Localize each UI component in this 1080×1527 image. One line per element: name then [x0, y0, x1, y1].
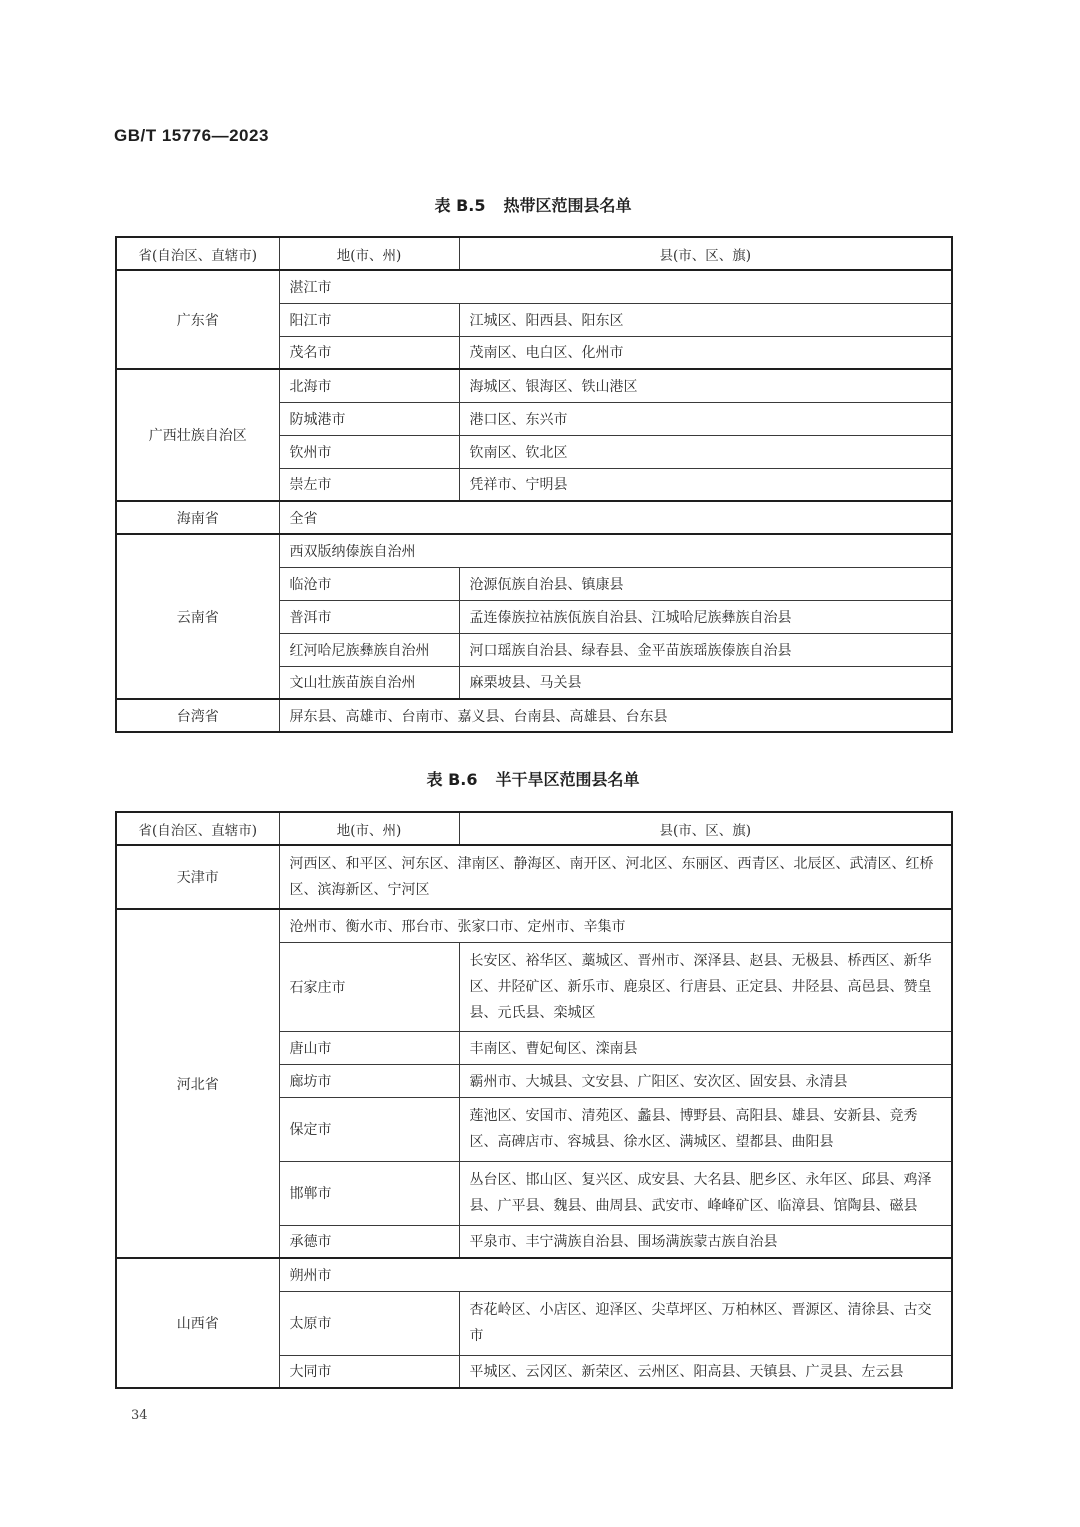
table-b6: [115, 811, 953, 1389]
city-cell: 唐山市: [279, 1031, 459, 1064]
city-cell: 防城港市: [279, 402, 459, 435]
column-header: 省(自治区、直辖市): [116, 812, 279, 845]
table-header-row: [116, 237, 952, 270]
table-row: [116, 699, 952, 732]
city-cell: 临沧市: [279, 567, 459, 600]
county-cell: 平城区、云冈区、新荣区、云州区、阳高县、天镇县、广灵县、左云县: [459, 1355, 952, 1388]
county-cell: 霸州市、大城县、文安县、广阳区、安次区、固安县、永清县: [459, 1064, 952, 1097]
province-cell: 海南省: [116, 501, 279, 534]
table-b5-caption: [115, 193, 951, 216]
county-cell: 杏花岭区、小店区、迎泽区、尖草坪区、万柏林区、晋源区、清徐县、古交市: [459, 1291, 952, 1355]
county-cell: 丛台区、邯山区、复兴区、成安县、大名县、肥乡区、永年区、邱县、鸡泽县、广平县、魏县、曲周县、武安市、峰峰矿区、临漳县、馆陶县、磁县: [459, 1161, 952, 1225]
city-cell: 大同市: [279, 1355, 459, 1388]
table-row: [116, 534, 952, 567]
county-cell: 河口瑶族自治县、绿春县、金平苗族瑶族傣族自治县: [459, 633, 952, 666]
table-row: [116, 501, 952, 534]
city-cell: 河西区、和平区、河东区、津南区、静海区、南开区、河北区、东丽区、西青区、北辰区、武清区、红桥区、滨海新区、宁河区: [279, 845, 952, 909]
table-title: 热带区范围县名单: [503, 196, 632, 215]
county-cell: 江城区、阳西县、阳东区: [459, 303, 952, 336]
city-cell: 太原市: [279, 1291, 459, 1355]
page-number: 34: [131, 1408, 148, 1423]
province-cell: 台湾省: [116, 699, 279, 732]
city-cell: 廊坊市: [279, 1064, 459, 1097]
column-header: 县(市、区、旗): [459, 237, 952, 270]
city-cell: 阳江市: [279, 303, 459, 336]
city-cell: 西双版纳傣族自治州: [279, 534, 952, 567]
county-cell: 平泉市、丰宁满族自治县、围场满族蒙古族自治县: [459, 1225, 952, 1258]
table-row: [116, 845, 952, 909]
county-cell: 港口区、东兴市: [459, 402, 952, 435]
city-cell: 承德市: [279, 1225, 459, 1258]
city-cell: 湛江市: [279, 270, 952, 303]
city-cell: 屏东县、高雄市、台南市、嘉义县、台南县、高雄县、台东县: [279, 699, 952, 732]
city-cell: 朔州市: [279, 1258, 952, 1291]
city-cell: 保定市: [279, 1097, 459, 1161]
province-cell: 天津市: [116, 845, 279, 909]
table-number: 表 B.5: [434, 196, 486, 215]
county-cell: 莲池区、安国市、清苑区、蠡县、博野县、高阳县、雄县、安新县、竞秀区、高碑店市、容城县、徐水区、满城区、望都县、曲阳县: [459, 1097, 952, 1161]
document-id: GB/T 15776—2023: [114, 126, 269, 145]
city-cell: 文山壮族苗族自治州: [279, 666, 459, 699]
city-cell: 红河哈尼族彝族自治州: [279, 633, 459, 666]
province-cell: 云南省: [116, 534, 279, 699]
city-cell: 茂名市: [279, 336, 459, 369]
table-b6-caption: [115, 767, 951, 790]
table-title: 半干旱区范围县名单: [495, 770, 640, 789]
city-cell: 沧州市、衡水市、邢台市、张家口市、定州市、辛集市: [279, 909, 952, 942]
province-cell: 山西省: [116, 1258, 279, 1388]
city-cell: 钦州市: [279, 435, 459, 468]
column-header: 地(市、州): [279, 812, 459, 845]
city-cell: 崇左市: [279, 468, 459, 501]
city-cell: 石家庄市: [279, 942, 459, 1031]
table-row: [116, 909, 952, 942]
table-row: [116, 270, 952, 303]
table-row: [116, 1258, 952, 1291]
province-cell: 广西壮族自治区: [116, 369, 279, 501]
table-b5: [115, 236, 953, 733]
city-cell: 普洱市: [279, 600, 459, 633]
column-header: 地(市、州): [279, 237, 459, 270]
city-cell: 全省: [279, 501, 952, 534]
table-number: 表 B.6: [426, 770, 478, 789]
county-cell: 孟连傣族拉祜族佤族自治县、江城哈尼族彝族自治县: [459, 600, 952, 633]
province-cell: 广东省: [116, 270, 279, 369]
county-cell: 丰南区、曹妃甸区、滦南县: [459, 1031, 952, 1064]
county-cell: 凭祥市、宁明县: [459, 468, 952, 501]
county-cell: 沧源佤族自治县、镇康县: [459, 567, 952, 600]
county-cell: 钦南区、钦北区: [459, 435, 952, 468]
province-cell: 河北省: [116, 909, 279, 1258]
county-cell: 麻栗坡县、马关县: [459, 666, 952, 699]
county-cell: 茂南区、电白区、化州市: [459, 336, 952, 369]
city-cell: 北海市: [279, 369, 459, 402]
county-cell: 长安区、裕华区、藁城区、晋州市、深泽县、赵县、无极县、桥西区、新华区、井陉矿区、新乐市、鹿泉区、行唐县、正定县、井陉县、高邑县、赞皇县、元氏县、栾城区: [459, 942, 952, 1031]
county-cell: 海城区、银海区、铁山港区: [459, 369, 952, 402]
column-header: 省(自治区、直辖市): [116, 237, 279, 270]
table-header-row: [116, 812, 952, 845]
table-row: [116, 369, 952, 402]
column-header: 县(市、区、旗): [459, 812, 952, 845]
city-cell: 邯郸市: [279, 1161, 459, 1225]
